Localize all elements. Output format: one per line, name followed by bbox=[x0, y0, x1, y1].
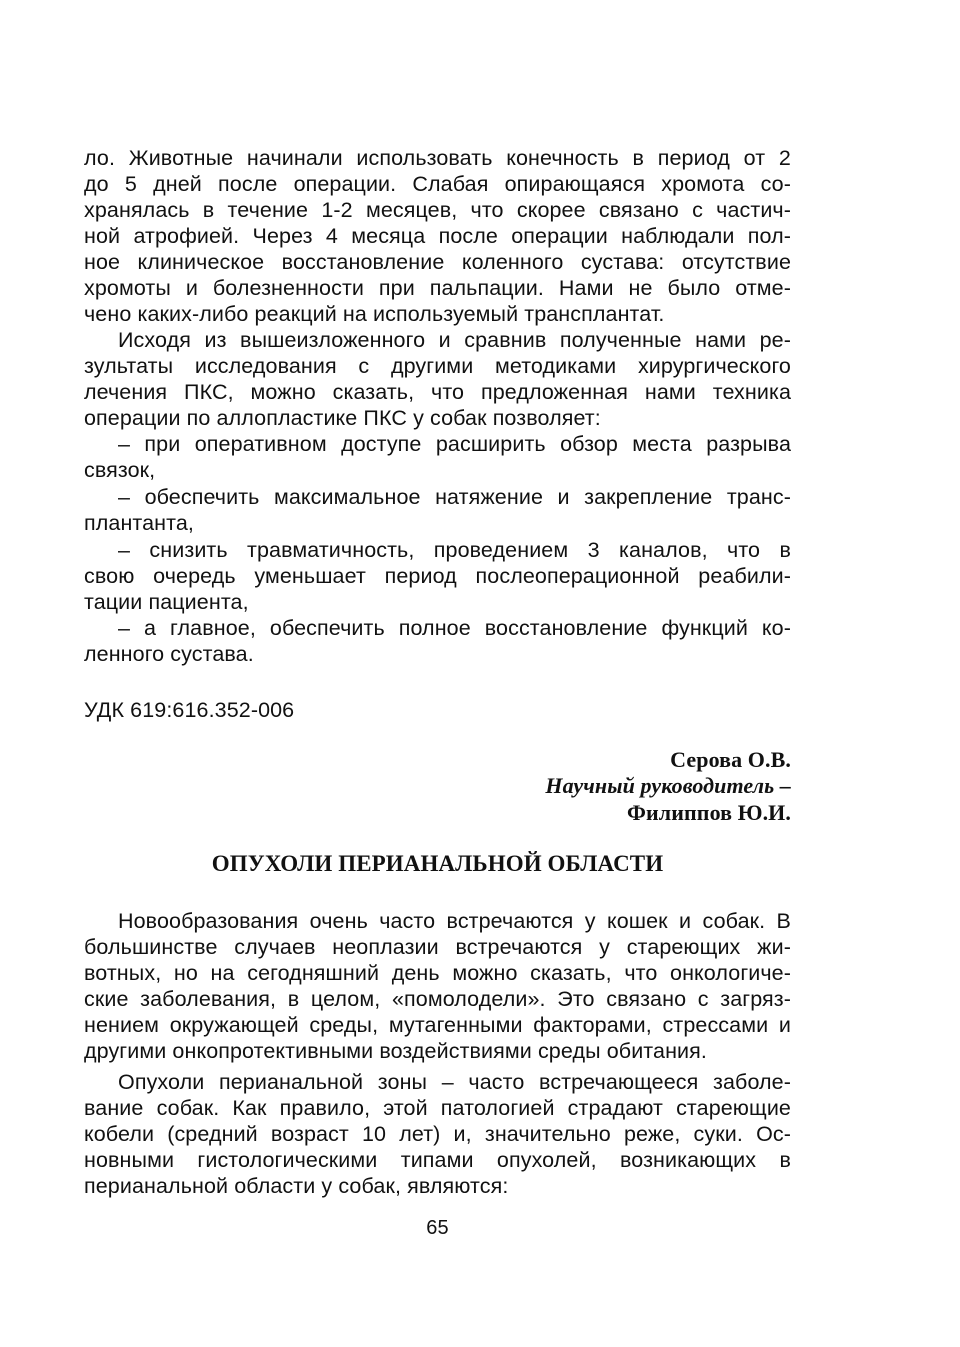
list-item-line: – снизить травматичность, проведением 3 каналов, что в bbox=[118, 538, 791, 562]
paragraph-line: большинстве случаев неоплазии встречаются у стареющих жи- bbox=[84, 935, 791, 959]
list-item-line: тации пациента, bbox=[84, 590, 249, 614]
paragraph-line: новными гистологическими типами опухолей, возникающих в bbox=[84, 1148, 791, 1172]
udk-code: УДК 619:616.352-006 bbox=[84, 698, 295, 722]
supervisor-label: Научный руководитель – bbox=[545, 773, 791, 798]
paragraph-line: чено каких-либо реакций на используемый трансплантат. bbox=[84, 302, 665, 326]
author-name: Серова О.В. bbox=[670, 747, 791, 772]
paragraph-line: Новообразования очень часто встречаются у кошек и собак. В bbox=[118, 909, 791, 933]
paragraph-line: ские заболевания, в целом, «помолодели». Это связано с загряз- bbox=[84, 987, 791, 1011]
paragraph-line: нением окружающей среды, мутагенными факторами, стрессами и bbox=[84, 1013, 791, 1037]
paragraph-line: кобели (средний возраст 10 лет) и, значительно реже, суки. Ос- bbox=[84, 1122, 791, 1146]
article-title: ОПУХОЛИ ПЕРИАНАЛЬНОЙ ОБЛАСТИ bbox=[211, 851, 664, 876]
list-item-line: ленного сустава. bbox=[84, 642, 254, 666]
list-item-line: – при оперативном доступе расширить обзор места разрыва bbox=[118, 432, 791, 456]
paragraph-line: другими онкопротективными воздействиями среды обитания. bbox=[84, 1039, 707, 1063]
paragraph-line: зультаты исследования с другими методиками хирургического bbox=[84, 354, 791, 378]
list-item-line: – обеспечить максимальное натяжение и закрепление транс- bbox=[118, 485, 791, 509]
page-number: 65 bbox=[426, 1217, 449, 1239]
paragraph-line: перианальной области у собак, являются: bbox=[84, 1174, 509, 1198]
list-item-line: связок, bbox=[84, 458, 156, 482]
list-item-line: плантанта, bbox=[84, 511, 194, 535]
paragraph-line: лечения ПКС, можно сказать, что предложенная нами техника bbox=[84, 380, 791, 404]
paragraph-line: до 5 дней после операции. Слабая опирающаяся хромота со- bbox=[84, 172, 791, 196]
paragraph-line: ной атрофией. Через 4 месяца после операции наблюдали пол- bbox=[84, 224, 791, 248]
paragraph-line: ное клиническое восстановление коленного сустава: отсутствие bbox=[84, 250, 791, 274]
paragraph-line: ло. Животные начинали использовать конечность в период от 2 bbox=[84, 146, 791, 170]
list-item-line: – а главное, обеспечить полное восстановление функций ко- bbox=[118, 616, 791, 640]
paragraph-line: хромоты и болезненности при пальпации. Нами не было отме- bbox=[84, 276, 791, 300]
paragraph-line: вотных, но на сегодняшний день можно сказать, что онкологиче- bbox=[84, 961, 791, 985]
paragraph-line: Опухоли перианальной зоны – часто встречающееся заболе- bbox=[118, 1070, 791, 1094]
paragraph-line: операции по аллопластике ПКС у собак позволяет: bbox=[84, 406, 601, 430]
paragraph-line: хранялась в течение 1-2 месяцев, что скорее связано с частич- bbox=[84, 198, 791, 222]
list-item-line: свою очередь уменьшает период послеоперационной реабили- bbox=[84, 564, 791, 588]
paragraph-line: вание собак. Как правило, этой патологией страдают стареющие bbox=[84, 1096, 791, 1120]
supervisor-name: Филиппов Ю.И. bbox=[627, 800, 791, 825]
paragraph-line: Исходя из вышеизложенного и сравнив полученные нами ре- bbox=[118, 328, 791, 352]
